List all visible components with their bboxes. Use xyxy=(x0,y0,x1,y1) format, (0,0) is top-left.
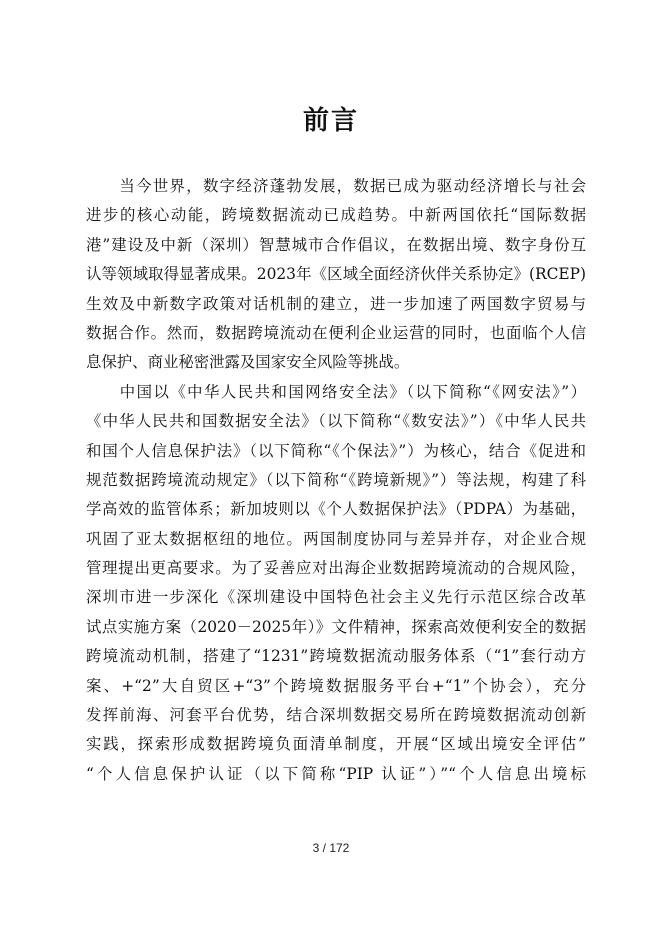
page-title: 前言 xyxy=(302,106,359,136)
text-line: 进步的核心动能，跨境数据流动已成趋势。中新两国依托“国际数据 xyxy=(86,206,586,225)
text-line: 发挥前海、河套平台优势，结合深圳数据交易所在跨境数据流动创新 xyxy=(86,706,586,725)
text-line: 管理提出更高要求。为了妥善应对出海企业数据跨境流动的合规风险， xyxy=(86,559,586,578)
paragraph-legal-framework xyxy=(86,378,586,789)
text-line: 港”建设及中新（深圳）智慧城市合作倡议，在数据出境、数字身份互 xyxy=(86,235,586,254)
text-line: 认等领域取得显著成果。2023年《区域全面经济伙伴关系协定》(RCEP) xyxy=(86,265,586,284)
text-line: 学高效的监管体系；新加坡则以《个人数据保护法》（PDPA）为基础， xyxy=(86,500,586,519)
text-line: 规范数据跨境流动规定》（以下简称“《跨境新规》”）等法规，构建了科 xyxy=(86,470,586,489)
page-number: 3 / 172 xyxy=(312,841,350,855)
body-text xyxy=(86,172,586,789)
text-line: 实践，探索形成数据跨境负面清单制度，开展“区域出境安全评估” xyxy=(86,735,586,754)
text-line: “个人信息保护认证（以下简称“PIP 认证”）”“个人信息出境标 xyxy=(86,764,586,783)
text-line: 跨境流动机制，搭建了“1231”跨境数据流动服务体系（“1”套行动方 xyxy=(86,647,586,666)
text-line: 中国以《中华人民共和国网络安全法》（以下简称“《网安法》”） xyxy=(86,382,586,401)
text-line: 生效及中新数字政策对话机制的建立，进一步加速了两国数字贸易与 xyxy=(86,294,586,313)
text-line: 和国个人信息保护法》（以下简称“《个保法》”）为核心，结合《促进和 xyxy=(86,441,586,460)
text-line: 案、+“2”大自贸区+“3”个跨境数据服务平台+“1”个协会），充分 xyxy=(86,676,586,695)
text-line: 试点实施方案（2020－2025年）》文件精神，探索高效便利安全的数据 xyxy=(86,617,586,636)
text-line: 《中华人民共和国数据安全法》（以下简称“《数安法》”）《中华人民共 xyxy=(86,412,586,431)
text-line: 巩固了亚太数据枢纽的地位。两国制度协同与差异并存，对企业合规 xyxy=(86,529,586,548)
text-line: 数据合作。然而，数据跨境流动在便利企业运营的同时，也面临个人信 xyxy=(86,323,586,342)
text-line: 深圳市进一步深化《深圳建设中国特色社会主义先行示范区综合改革 xyxy=(86,588,586,607)
text-line: 息保护、商业秘密泄露及国家安全风险等挑战。 xyxy=(86,353,410,372)
paragraph-intro xyxy=(86,172,586,378)
text-line: 当今世界，数字经济蓬勃发展，数据已成为驱动经济增长与社会 xyxy=(86,177,586,195)
